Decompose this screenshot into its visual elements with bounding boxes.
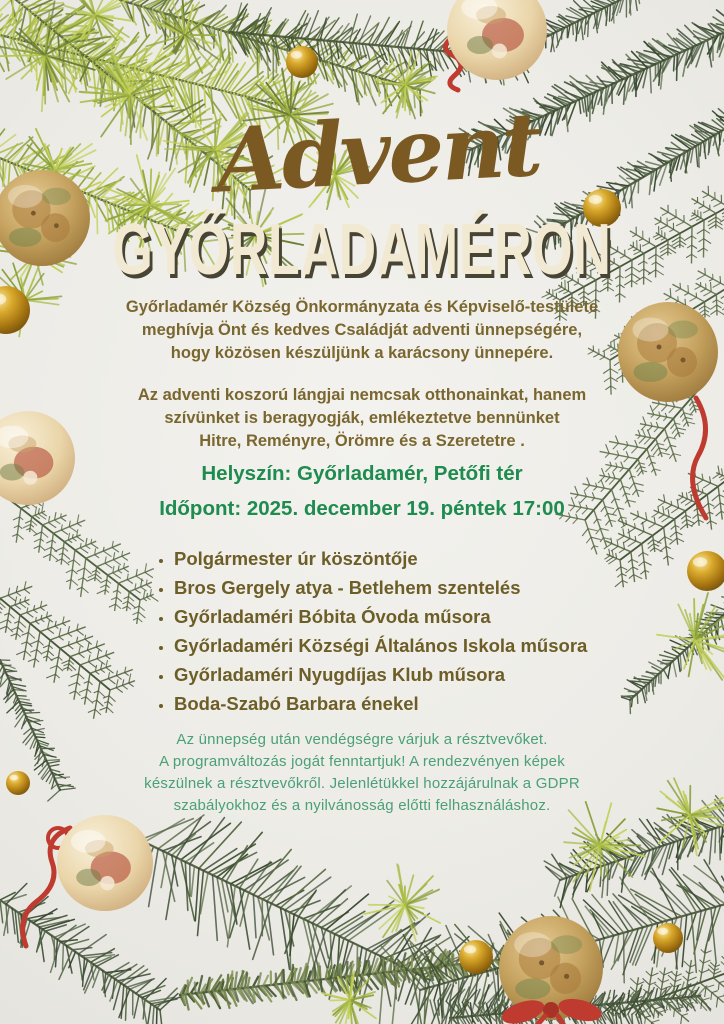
text-line: A programváltozás jogát fenntartjuk! A rendezvényen képek	[159, 753, 565, 770]
page-title-script: Advent	[213, 91, 543, 213]
wreath-paragraph	[0, 384, 724, 453]
program-list	[152, 544, 634, 718]
datetime-line: Időpont: 2025. december 19. péntek 17:00	[159, 497, 565, 520]
venue-line: Helyszín: Győrladamér, Petőfi tér	[201, 462, 523, 485]
text-line: készülnek a résztvevőkről. Jelenlétükkel hozzájárulnak a GDPR	[144, 775, 580, 792]
text-line: Győrladamér Község Önkormányzata és Képviselő-testülete	[125, 298, 599, 316]
text-line: meghívja Önt és kedves Családját adventi ünnepségére,	[141, 321, 583, 339]
text-line: hogy közösen készüljünk a karácsony ünnepére.	[170, 344, 554, 362]
page-title-town: GYŐRLADAMÉRON	[112, 210, 612, 290]
program-item: • Győrladaméri Községi Általános Iskola műsora	[174, 631, 634, 660]
text-line: Hitre, Reményre, Örömre és a Szeretetre .	[199, 432, 525, 450]
program-item: • Győrladaméri Nyugdíjas Klub műsora	[174, 660, 634, 689]
program-item: • Bros Gergely atya - Betlehem szentelés	[174, 573, 634, 602]
text-line: szívünket is beragyogják, emlékeztetve bennünket	[164, 409, 560, 427]
program-item: • Boda-Szabó Barbara énekel	[174, 689, 634, 718]
text-line: szabályokhoz és a nyilvánosság előtti felhasználáshoz.	[173, 797, 551, 814]
gdpr-footer	[92, 729, 632, 817]
invitation-paragraph	[0, 296, 724, 365]
program-item: • Győrladaméri Bóbita Óvoda műsora	[174, 602, 634, 631]
text-line: Az ünnepség után vendégségre várjuk a résztvevőket.	[176, 731, 548, 748]
program-item: • Polgármester úr köszöntője	[174, 544, 634, 573]
text-line: Az adventi koszorú lángjai nemcsak otthonainkat, hanem	[137, 386, 587, 404]
